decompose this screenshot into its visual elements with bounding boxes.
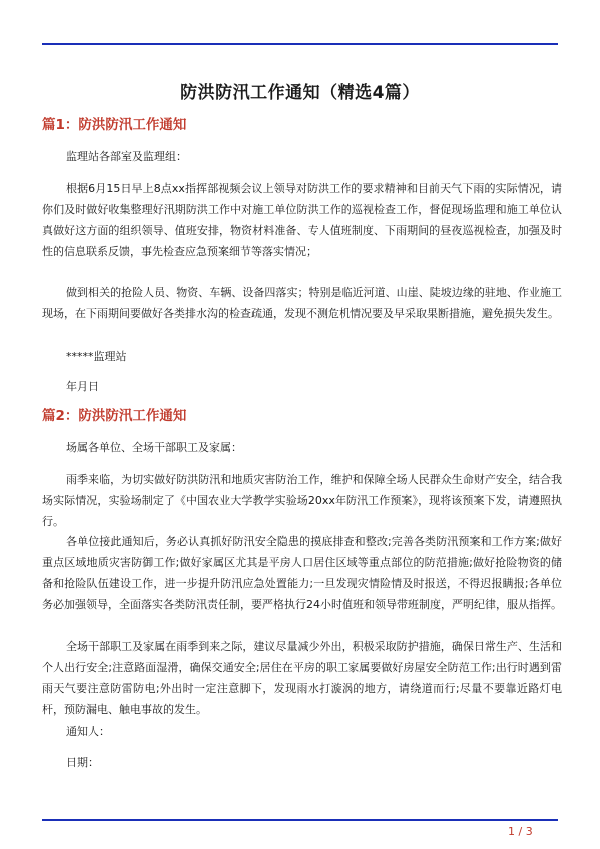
notifier-label: 通知人：: [66, 725, 110, 738]
section-1-heading: 篇1：防洪防汛工作通知: [42, 117, 187, 133]
section-2-salutation: 场属各单位、全场干部职工及家属：: [66, 441, 242, 454]
section-2-paragraph-3: 全场干部职工及家属在雨季到来之际，建议尽量减少外出，积极采取防护措施，确保日常生产、生活和个人出行安全;注意路面湿滑，确保交通安全;居住在平房的职工家属要做好房屋安全防范工作;出行时遇到雷雨天气要注意防雷防电;外出时一定注意脚下，发现雨水打漩涡的地方，请绕道而行;尽量不要靠近路灯电杆，预防漏电、触电事故的发生。: [42, 640, 562, 716]
section-1-date: 年月日: [66, 380, 99, 393]
page-indicator: 1 / 3: [508, 825, 533, 838]
section-1-paragraph-2: 做到相关的抢险人员、物资、车辆、设备四落实；特别是临近河道、山崖、陡坡边缘的驻地、作业施工现场，在下雨期间要做好各类排水沟的检查疏通，发现不测危机情况要及早采取果断措施，避免损失发生。: [42, 286, 562, 320]
section-1-signature: *****监理站: [66, 350, 127, 363]
document-title: 防洪防汛工作通知（精选4篇）: [180, 83, 420, 103]
footer-rule: [42, 819, 558, 821]
section-2-paragraph-1: 雨季来临，为切实做好防洪防汛和地质灾害防治工作，维护和保障全场人民群众生命财产安全，结合我场实际情况，实验场制定了《中国农业大学教学实验场20xx年防汛工作预案》，现将该预案下发，请遵照执行。: [42, 473, 562, 528]
header-rule: [42, 43, 558, 45]
section-2-paragraph-2: 各单位接此通知后，务必认真抓好防汛安全隐患的摸底排查和整改;完善各类防汛预案和工作方案;做好重点区域地质灾害防御工作;做好家属区尤其是平房人口居住区域等重点部位的防范措施;做好抢险物资的储备和抢险队伍建设工作，进一步提升防汛应急处置能力;一旦发现灾情险情及时报送，不得迟报瞒报;各单位务必加强领导，全面落实各类防汛责任制，要严格执行24小时值班和领导带班制度，严明纪律，服从指挥。: [42, 535, 562, 611]
section-1-salutation: 监理站各部室及监理组：: [66, 150, 187, 163]
date-label: 日期：: [66, 756, 99, 769]
section-1-paragraph-1: 根据6月15日早上8点xx指挥部视频会议上领导对防洪工作的要求精神和目前天气下雨的实际情况，请你们及时做好收集整理好汛期防洪工作中对施工单位防洪工作的巡视检查工作，督促现场监理和施工单位认真做好这方面的组织领导、值班安排，物资材料准备、专人值班制度、下雨期间的昼夜巡视检查，加强及时性的信息联系反馈，事先检查应急预案细节等落实情况；: [42, 182, 562, 258]
section-2-heading: 篇2：防洪防汛工作通知: [42, 408, 187, 424]
